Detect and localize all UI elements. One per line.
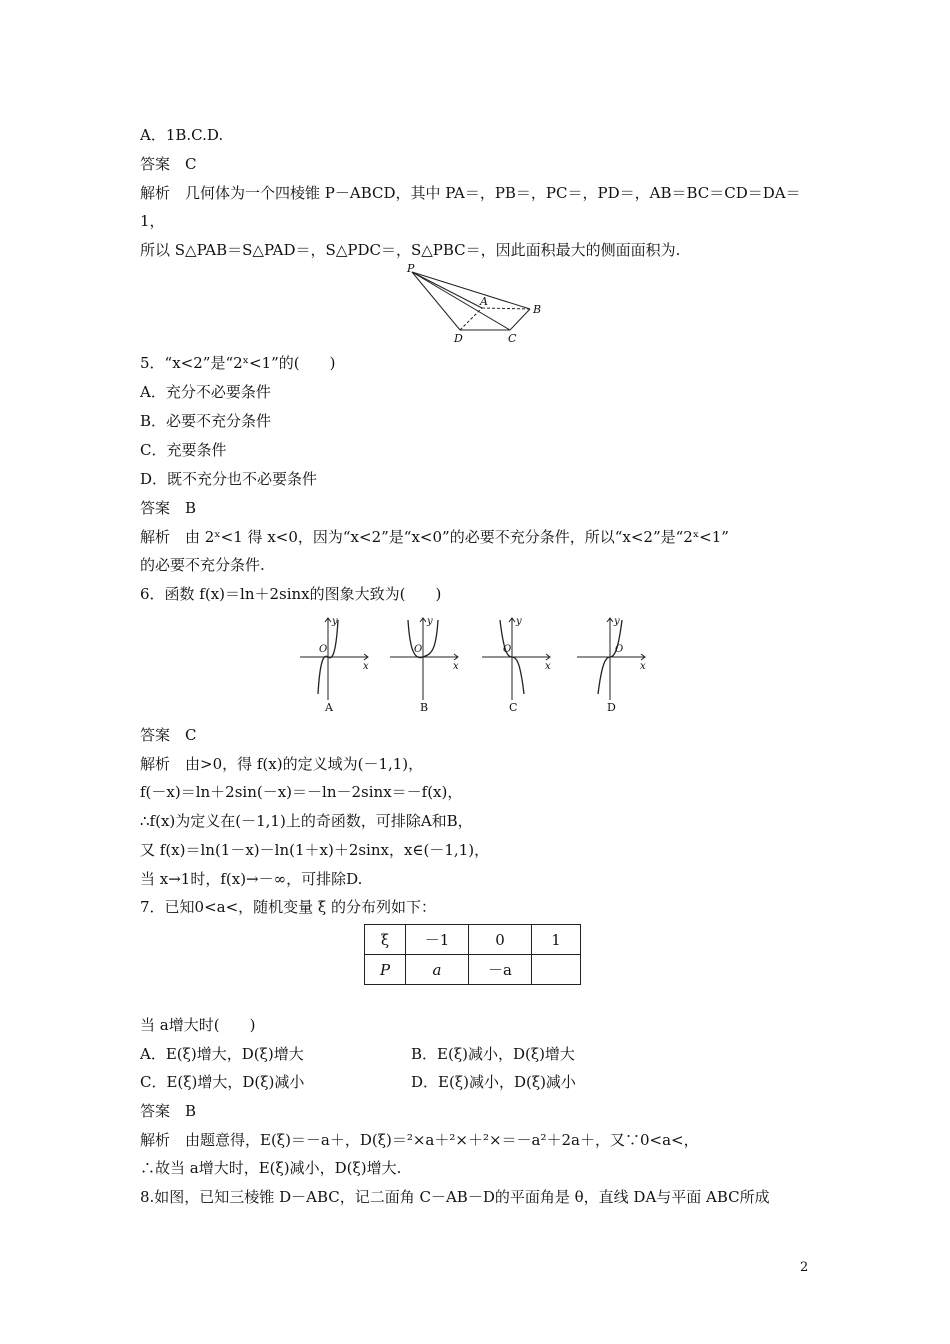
svg-text:x: x	[453, 661, 459, 672]
table-cell: －a	[469, 955, 532, 985]
q7-option-a: A．E(ξ)增大，D(ξ)增大	[140, 1045, 304, 1063]
svg-text:y: y	[332, 616, 338, 627]
graph-a	[298, 614, 378, 714]
q5-analysis-cont: 的必要不充分条件.	[140, 556, 265, 574]
q6-analysis-1: 解析 由>0，得 f(x)的定义域为(－1,1)，	[140, 755, 424, 773]
q6-analysis-5: 当 x→1时，f(x)→－∞，可排除D.	[140, 870, 363, 888]
label-d: D	[454, 332, 463, 345]
q4-analysis-area: 所以 S△PAB＝S△PAD＝，S△PDC＝，S△PBC＝，因此面积最大的侧面面积为.	[140, 241, 681, 259]
graph-d-label: D	[607, 701, 616, 714]
graph-b	[388, 614, 468, 714]
label-p: P	[407, 262, 415, 275]
page-number: 2	[800, 1260, 809, 1275]
label-b: B	[533, 303, 542, 316]
q5-option-b: B．必要不充分条件	[140, 412, 272, 430]
q7-option-d: D．E(ξ)减小，D(ξ)减小	[411, 1073, 576, 1091]
q6-stem: 6．函数 f(x)＝ln＋2sinx的图象大致为( )	[140, 585, 442, 603]
table-cell: P	[365, 955, 406, 985]
edge-ab	[482, 308, 530, 309]
svg-text:y: y	[516, 616, 522, 627]
distribution-table	[364, 924, 581, 985]
pyramid-figure	[400, 262, 550, 346]
table-cell: a	[406, 955, 469, 985]
q7-option-b: B．E(ξ)减小，D(ξ)增大	[411, 1045, 575, 1063]
q5-option-c: C．充要条件	[140, 441, 227, 459]
q7-analysis-cont: ∴故当 a增大时，E(ξ)减小，D(ξ)增大.	[140, 1159, 402, 1177]
edge-pc	[412, 272, 510, 330]
graph-c-label: C	[509, 701, 518, 714]
graph-c	[480, 614, 560, 714]
q7-stem: 7．已知0<a<，随机变量 ξ 的分布列如下：	[140, 898, 436, 916]
table-cell: －1	[406, 925, 469, 955]
svg-text:x: x	[640, 661, 646, 672]
q8-stem: 8.如图，已知三棱锥 D－ABC，记二面角 C－AB－D的平面角是 θ，直线 DA与平面 ABC所成	[140, 1188, 770, 1206]
q7-when: 当 a增大时( )	[140, 1016, 256, 1034]
label-a: A	[480, 295, 488, 308]
q5-option-a: A．充分不必要条件	[140, 383, 271, 401]
table-cell: 0	[469, 925, 532, 955]
q5-answer: 答案 B	[140, 499, 197, 517]
q5-analysis: 解析 由 2ˣ<1 得 x<0，因为“x<2”是“x<0”的必要不充分条件，所以“x<2”是“2ˣ<1”	[140, 528, 729, 546]
q7-analysis: 解析 由题意得，E(ξ)＝－a＋，D(ξ)＝²×a＋²×＋²×＝－a²＋2a＋，又∵0<a<，	[140, 1131, 699, 1149]
q4-analysis: 解析 几何体为一个四棱锥 P－ABCD，其中 PA＝，PB＝，PC＝，PD＝，AB＝BC＝CD＝DA＝	[140, 184, 801, 202]
table-row	[365, 955, 581, 985]
svg-text:O: O	[503, 644, 512, 655]
q5-stem: 5．“x<2”是“2ˣ<1”的( )	[140, 354, 336, 372]
graph-a-label: A	[325, 701, 333, 714]
svg-text:y: y	[614, 616, 620, 627]
q6-analysis-4: 又 f(x)＝ln(1－x)－ln(1＋x)＋2sinx，x∈(－1,1)，	[140, 841, 490, 859]
graph-b-label: B	[420, 701, 429, 714]
table-row	[365, 925, 581, 955]
svg-text:y: y	[427, 616, 433, 627]
svg-text:x: x	[363, 661, 369, 672]
edge-pd	[412, 272, 460, 330]
graph-d	[575, 614, 655, 714]
table-cell: ξ	[365, 925, 406, 955]
svg-text:O: O	[615, 644, 624, 655]
q4-options: A．1B.C.D.	[140, 126, 224, 144]
edge-da	[460, 308, 482, 330]
edge-cb	[510, 309, 530, 330]
q6-analysis-2: f(－x)＝ln＋2sin(－x)＝－ln－2sinx＝－f(x)，	[140, 783, 463, 801]
label-c: C	[508, 332, 517, 345]
edge-pa	[412, 272, 482, 308]
q4-analysis-cont: 1，	[140, 212, 165, 230]
q6-answer: 答案 C	[140, 726, 197, 744]
svg-text:x: x	[545, 661, 551, 672]
svg-text:O: O	[414, 644, 423, 655]
q5-option-d: D．既不充分也不必要条件	[140, 470, 318, 488]
q6-analysis-3: ∴f(x)为定义在(－1,1)上的奇函数，可排除A和B，	[140, 812, 473, 830]
edge-pb	[412, 272, 530, 309]
q7-option-c: C．E(ξ)增大，D(ξ)减小	[140, 1073, 305, 1091]
q7-answer: 答案 B	[140, 1102, 197, 1120]
table-cell: 1	[532, 925, 581, 955]
q4-answer: 答案 C	[140, 155, 197, 173]
svg-text:O: O	[319, 644, 328, 655]
table-cell	[532, 955, 581, 985]
